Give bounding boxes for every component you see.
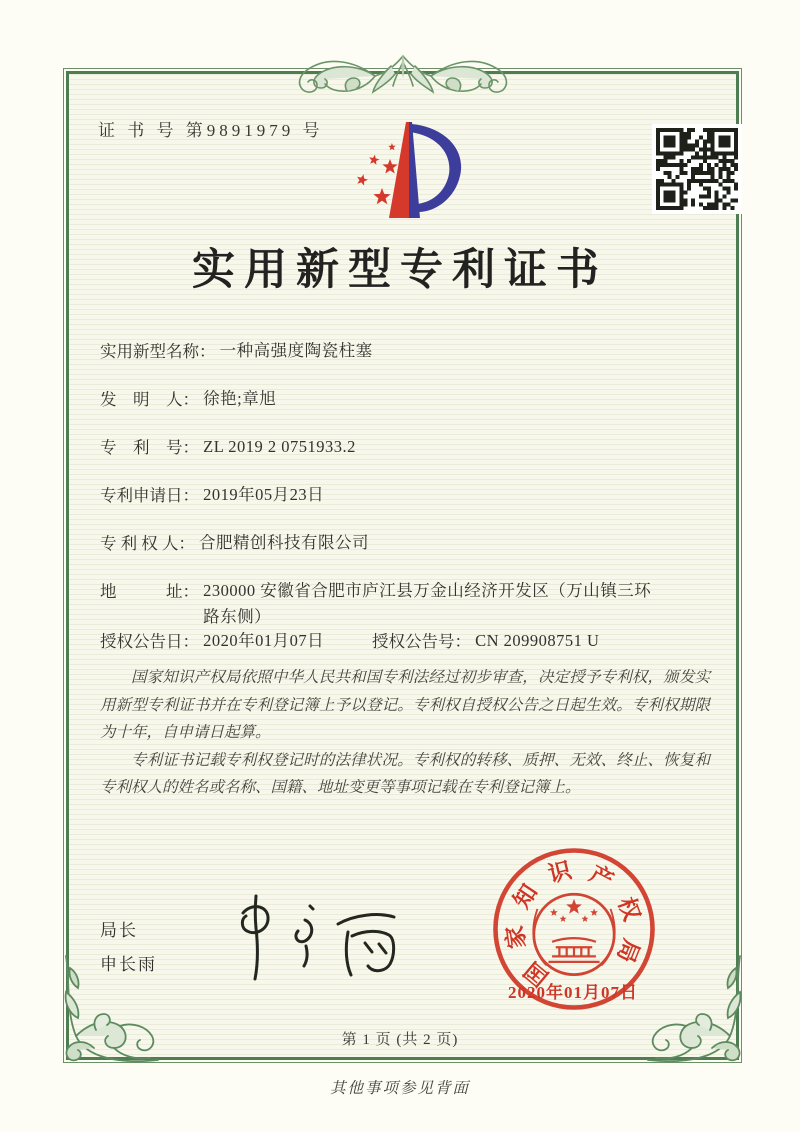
- field-application-date: [100, 482, 324, 508]
- field-value: ZL 2019 2 0751933.2: [203, 437, 356, 456]
- director-title: 局长: [100, 921, 138, 940]
- field-utility-model-name: [100, 338, 373, 364]
- field-label: 实用新型名称：: [100, 342, 216, 361]
- certificate-title: 实用新型专利证书: [192, 247, 608, 294]
- seal-ring-char: 产: [585, 861, 618, 894]
- director-signature-icon: [222, 886, 412, 982]
- seal-ring-char: 识: [545, 857, 574, 888]
- back-note: 其他事项参见背面: [329, 1080, 470, 1097]
- field-value: 2020年01月07日: [203, 631, 325, 650]
- legal-text: [100, 664, 710, 802]
- field-grant-number: [372, 628, 599, 654]
- field-address: [100, 578, 655, 631]
- field-label: 授权公告日：: [100, 632, 199, 651]
- field-label: 地 址：: [100, 582, 199, 601]
- legal-paragraph-2: 专利证书记载专利权登记时的法律状况。专利权的转移、质押、无效、终止、恢复和专利权人的姓名或名称、国籍、地址变更等事项记载在专利登记簿上。: [100, 751, 710, 797]
- field-patentee: [100, 530, 369, 556]
- field-value: 2019年05月23日: [203, 485, 325, 504]
- field-grant-date: [100, 628, 324, 654]
- seal-date: 2020年01月07日: [508, 983, 638, 1002]
- field-value: 合肥精创科技有限公司: [199, 533, 369, 552]
- field-value: 一种高强度陶瓷柱塞: [219, 341, 373, 360]
- field-inventor: [100, 386, 276, 412]
- seal-ring-char: 局: [612, 935, 645, 967]
- legal-paragraph-1: 国家知识产权局依照中华人民共和国专利法经过初步审查，决定授予专利权，颁发实用新型专利证书并在专利登记簿上予以登记。专利权自授权公告之日起生效。专利权期限为十年，自申请日起算。: [100, 669, 710, 742]
- seal-ring-char: 权: [613, 894, 645, 925]
- field-value: CN 209908751 U: [475, 631, 600, 650]
- director-name: 申长雨: [100, 955, 157, 974]
- field-label: 授权公告号：: [372, 632, 471, 651]
- seal-ring-char: 家: [502, 924, 531, 951]
- field-label: 发 明 人：: [100, 390, 199, 409]
- cnipa-logo-icon: [340, 114, 480, 226]
- page-number: 第 1 页 (共 2 页): [341, 1032, 459, 1048]
- field-label: 专 利 权 人：: [100, 534, 195, 553]
- field-label: 专利申请日：: [100, 486, 199, 505]
- field-value: 徐艳;章旭: [203, 389, 277, 408]
- seal-ring-char: 国: [519, 956, 554, 991]
- seal-ring-char: 知: [508, 879, 543, 913]
- field-label: 专 利 号：: [100, 438, 199, 457]
- field-value: 230000 安徽省合肥市庐江县万金山经济开发区（万山镇三环路东侧）: [203, 581, 652, 627]
- qr-code-icon: [652, 124, 742, 214]
- certificate-number: 证 书 号 第9891979 号: [98, 121, 324, 140]
- field-patent-number: [100, 434, 356, 460]
